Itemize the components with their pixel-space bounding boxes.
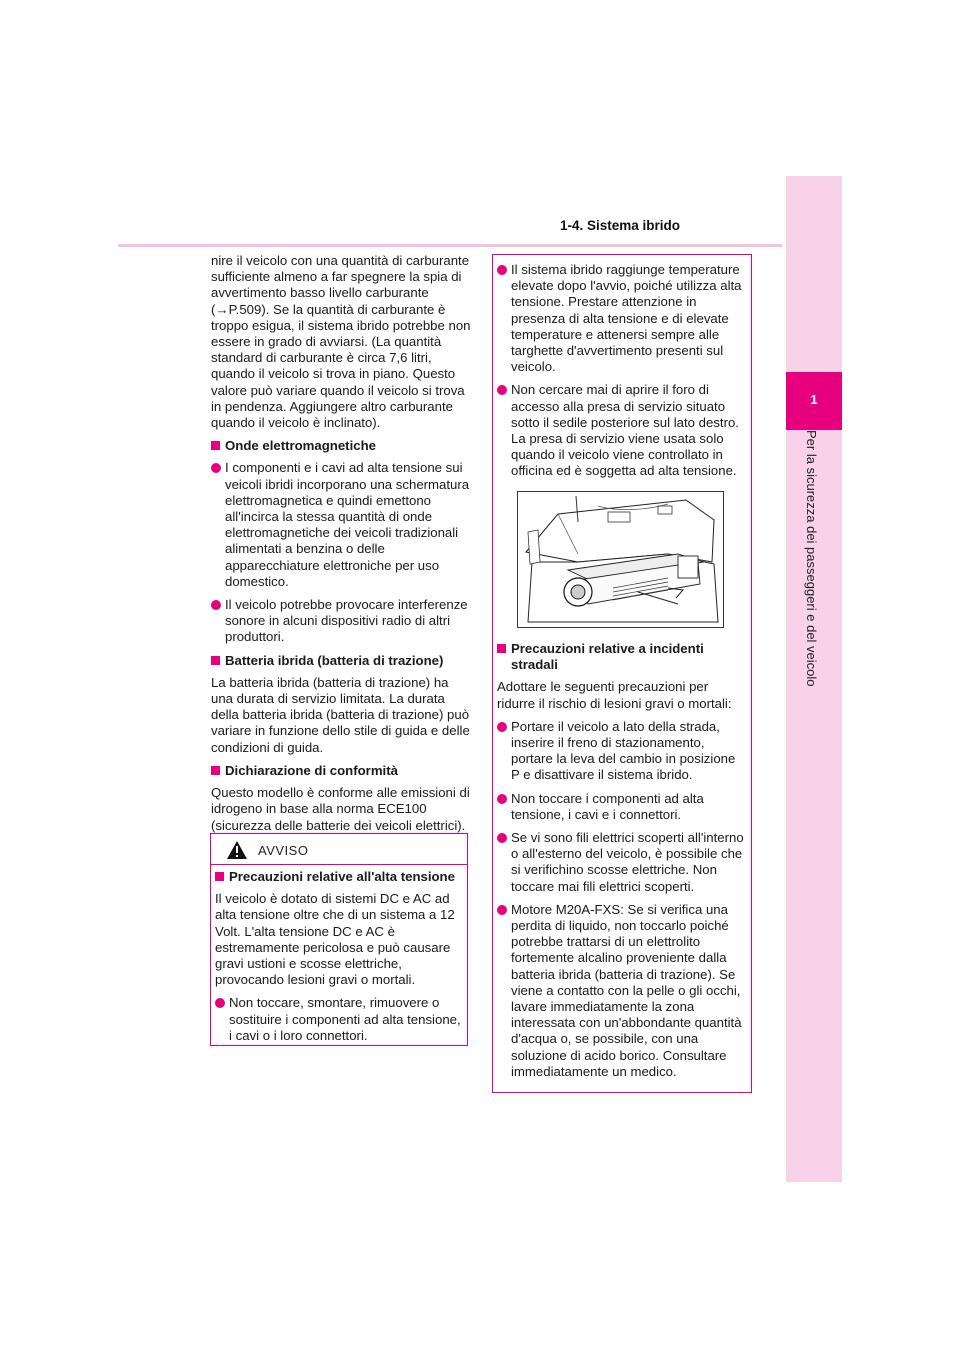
warning-text: Il veicolo è dotato di sistemi DC e AC ad alta tensione oltre che di un sistema a 12 Volt. L'alta tensione DC e AC è estremamente pericolosa e può causare gravi ustioni e scosse elettriche, provocando lesioni gravi o mortali. <box>215 891 455 988</box>
right-column-bottom <box>497 641 745 1087</box>
section-title: 1-4. Sistema ibrido <box>560 218 681 233</box>
warning-header <box>210 833 468 865</box>
list-item: Se vi sono fili elettrici scoperti all'interno o all'esterno del veicolo, è possibile che si verifichino scosse elettriche. Non toccare mai fili elettrici scoperti. <box>497 830 745 895</box>
list-item: Motore M20A-FXS: Se si verifica una perdita di liquido, non toccarlo poiché potrebbe trattarsi di un elettrolito fortemente alcalino proveniente dalla batteria ibrida (batteria di trazione). Se viene a contatto con la pelle o gli occhi, lavare immediatamente la zona interessata con un'abbondante quantità d'acqua o, se possibile, con una soluzione di acido borico. Consultare immediatamente un medico. <box>497 902 745 1080</box>
warning-body <box>215 869 461 1051</box>
hybrid-battery-text: La batteria ibrida (batteria di trazione) ha una durata di servizio limitata. La durata della batteria ibrida (batteria di trazione) può variare in funzione dello stile di guida e delle condizioni di guida. <box>211 674 470 755</box>
list-item: Il sistema ibrido raggiunge temperature elevate dopo l'avvio, poiché utilizza alta tensione. Prestare attenzione in presenza di alta tensione e di elevate temperature e attenersi sempre alle targhette d'avvertimento presenti sul veicolo. <box>497 262 745 375</box>
chapter-title: Per la sicurezza dei passeggeri e del veicolo <box>804 430 819 687</box>
accidents-intro: Adottare le seguenti precauzioni per ridurre il rischio di lesioni gravi o mortali: <box>497 679 732 711</box>
section-heading-accidents: Precauzioni relative a incidenti stradali <box>497 641 745 673</box>
chapter-title-container <box>804 430 824 730</box>
section-heading-conformity: Dichiarazione di conformità <box>211 763 471 779</box>
warning-heading: Precauzioni relative all'alta tensione <box>215 869 461 885</box>
list-item: Non cercare mai di aprire il foro di accesso alla presa di servizio situato sotto il sedile posteriore sul lato destro. La presa di servizio viene usata solo quando il veicolo viene controllato in officina ed è soggetta ad alta tensione. <box>497 382 745 479</box>
chapter-number: 1 <box>810 392 818 407</box>
list-item: Non toccare, smontare, rimuovere o sostituire i componenti ad alta tensione, i cavi o i loro connettori. <box>215 995 461 1044</box>
list-item: Non toccare i componenti ad alta tensione, i cavi e i connettori. <box>497 791 745 823</box>
conformity-text: Questo modello è conforme alle emissioni di idrogeno in base alla norma ECE100 (sicurezza delle batterie dei veicoli elettrici). <box>211 785 470 833</box>
section-heading-electromagnetic: Onde elettromagnetiche <box>211 438 471 454</box>
warning-triangle-icon <box>226 840 248 860</box>
service-plug-illustration <box>517 491 724 628</box>
list-item: Portare il veicolo a lato della strada, inserire il freno di stazionamento, portare la leva del cambio in posizione P e disattivare il sistema ibrido. <box>497 719 745 784</box>
right-column-top <box>497 262 745 487</box>
section-heading-hybrid-battery: Batteria ibrida (batteria di trazione) <box>211 653 471 669</box>
left-column <box>211 253 471 841</box>
intro-paragraph: nire il veicolo con una quantità di carburante sufficiente almeno a far spegnere la spia di avvertimento basso livello carburante (→P.509). Se la quantità di carburante è troppo esigua, il sistema ibrido potrebbe non essere in grado di avviarsi. (La quantità standard di carburante è circa 7,6 litri, quando il veicolo si trova in piano. Questo valore può variare quando il veicolo si trova in pendenza. Aggiungere altro carburante quando il veicolo è inclinato). <box>211 253 471 431</box>
list-item: Il veicolo potrebbe provocare interferenze sonore in alcuni dispositivi radio di altri produttori. <box>211 597 471 646</box>
warning-label: AVVISO <box>258 843 309 858</box>
header-divider <box>118 244 782 247</box>
list-item: I componenti e i cavi ad alta tensione sui veicoli ibridi incorporano una schermatura elettromagnetica e quindi emettono all'incirca la stessa quantità di onde elettromagnetiche dei veicoli tradizionali alimentati a benzina o delle apparecchiature elettroniche per uso domestico. <box>211 460 471 590</box>
